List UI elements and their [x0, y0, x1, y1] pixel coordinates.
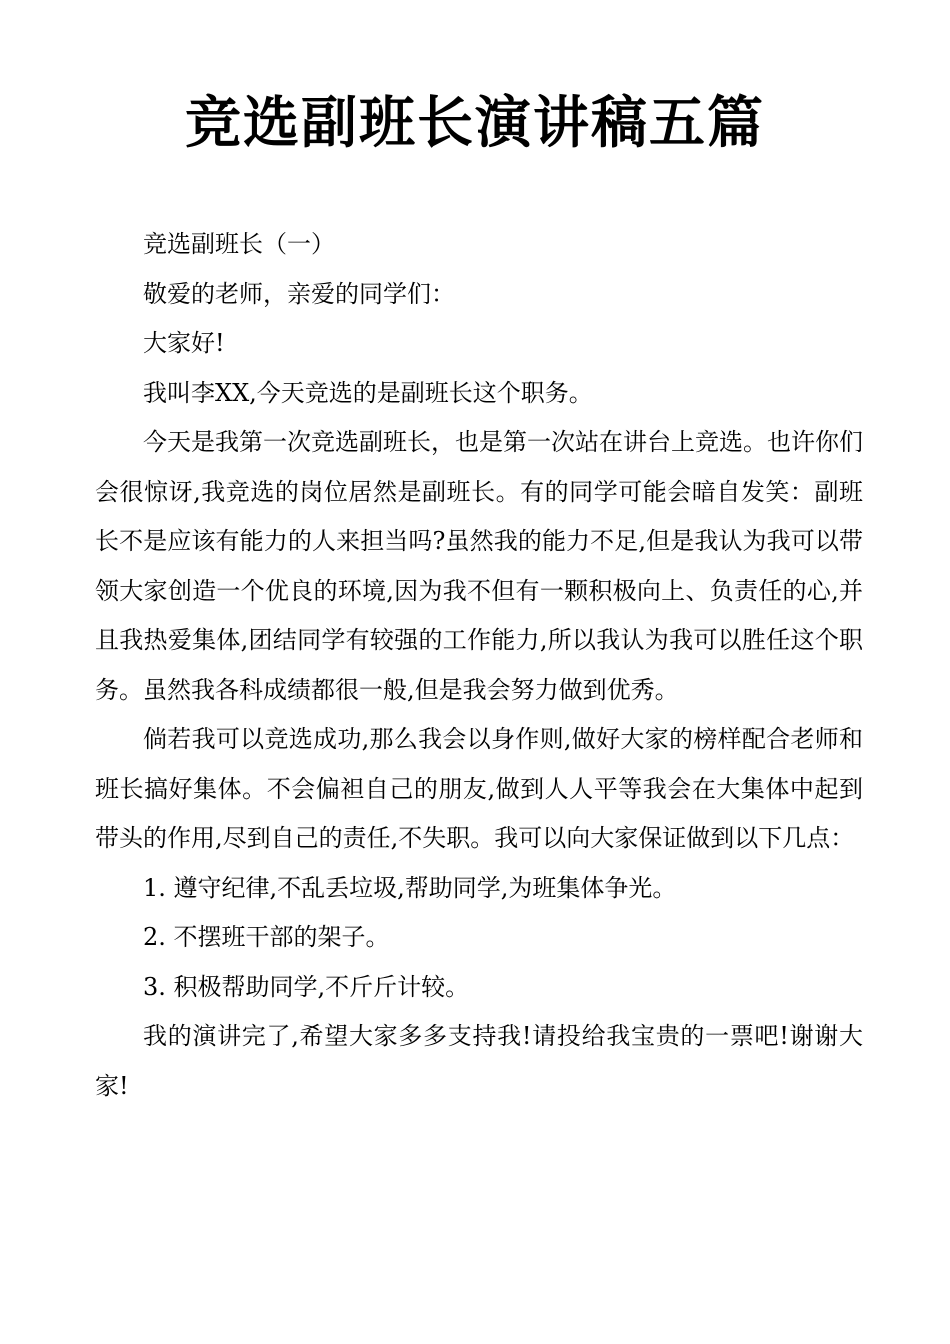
document-title: 竞选副班长演讲稿五篇: [185, 91, 765, 156]
section-heading: 竞选副班长（一）: [143, 230, 335, 258]
greeting: 大家好!: [143, 329, 225, 357]
paragraph-introduction: 我叫李XX,今天竞选的是副班长这个职务。: [143, 378, 593, 407]
list-item: 1. 遵守纪律,不乱丢垃圾,帮助同学,为班集体争光。: [143, 873, 677, 902]
list-item: 2. 不摆班干部的架子。: [143, 923, 390, 951]
paragraph-promise: 倘若我可以竞选成功,那么我会以身作则,做好大家的榜样配合老师和班长搞好集体。不会偏袒自己的朋友,做到人人平等我会在大集体中起到带头的作用,尽到自己的责任,不失职。我可以向大家保证做到以下几点：: [95, 725, 863, 852]
closing-paragraph: 我的演讲完了,希望大家多多支持我!请投给我宝贵的一票吧!谢谢大家!: [95, 1022, 863, 1100]
salutation: 敬爱的老师，亲爱的同学们：: [143, 279, 455, 308]
document-body: [95, 220, 863, 1111]
paragraph-motivation: 今天是我第一次竞选副班长，也是第一次站在讲台上竞选。也许你们会很惊讶,我竞选的岗位居然是副班长。有的同学可能会暗自发笑：副班长不是应该有能力的人来担当吗?虽然我的能力不足,但是我认为我可以带领大家创造一个优良的环境,因为我不但有一颗积极向上、负责任的心,并且我热爱集体,团结同学有较强的工作能力,所以我认为我可以胜任这个职务。虽然我各科成绩都很一般,但是我会努力做到优秀。: [95, 428, 863, 704]
list-item: 3. 积极帮助同学,不斤斤计较。: [143, 972, 470, 1001]
